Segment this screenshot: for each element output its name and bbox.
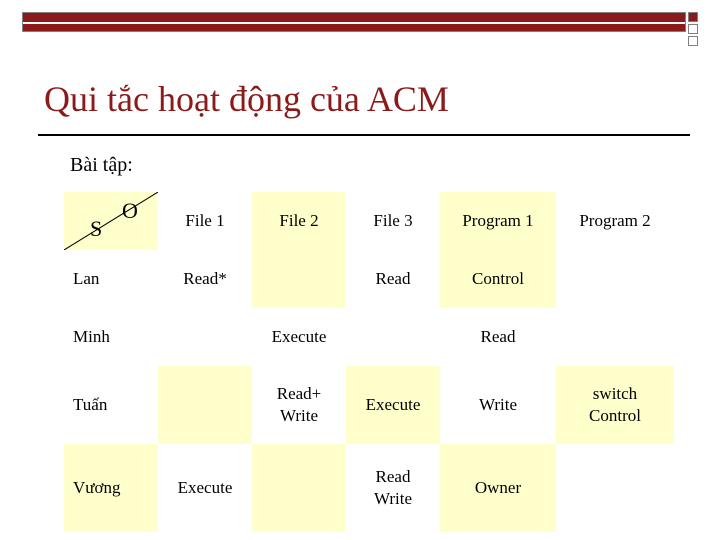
access-cell bbox=[252, 444, 346, 532]
access-cell: Read* bbox=[158, 250, 252, 308]
object-axis-label: O bbox=[122, 198, 138, 223]
access-cell: Owner bbox=[440, 444, 556, 532]
table-header-row bbox=[64, 192, 674, 250]
access-cell: Read bbox=[346, 250, 440, 308]
access-cell bbox=[346, 444, 440, 532]
access-cell: Execute bbox=[158, 444, 252, 532]
subject-axis-label: S bbox=[90, 216, 103, 241]
column-header: Program 1 bbox=[440, 192, 556, 250]
title-divider bbox=[38, 134, 690, 136]
access-line: Read+ bbox=[276, 384, 322, 403]
access-cell bbox=[252, 250, 346, 308]
access-cell: Control bbox=[440, 250, 556, 308]
column-header: Program 2 bbox=[556, 192, 674, 250]
access-cell: Write bbox=[440, 366, 556, 444]
access-cell bbox=[158, 366, 252, 444]
table-row bbox=[64, 250, 674, 308]
access-line: Write bbox=[279, 406, 319, 425]
access-line: Read bbox=[375, 467, 411, 486]
access-cell bbox=[346, 308, 440, 366]
access-cell bbox=[556, 444, 674, 532]
access-cell bbox=[158, 308, 252, 366]
subject-cell: Lan bbox=[64, 250, 158, 308]
access-cell: Execute bbox=[346, 366, 440, 444]
access-control-matrix bbox=[64, 192, 674, 532]
subject-cell: Minh bbox=[64, 308, 158, 366]
corner-decoration bbox=[688, 12, 706, 48]
table-row bbox=[64, 308, 674, 366]
exercise-label: Bài tập: bbox=[70, 154, 133, 176]
table-row bbox=[64, 444, 674, 532]
header-decoration-bar bbox=[22, 12, 686, 32]
subject-cell: Tuấn bbox=[64, 366, 158, 444]
access-line: Write bbox=[373, 489, 413, 508]
column-header: File 2 bbox=[252, 192, 346, 250]
access-cell bbox=[556, 366, 674, 444]
diagonal-line bbox=[64, 192, 158, 250]
access-cell bbox=[556, 308, 674, 366]
subject-cell: Vương bbox=[64, 444, 158, 532]
access-line: Control bbox=[589, 406, 641, 425]
access-cell: Execute bbox=[252, 308, 346, 366]
column-header: File 1 bbox=[158, 192, 252, 250]
access-line: switch bbox=[592, 384, 638, 403]
slide-title: Qui tắc hoạt động của ACM bbox=[44, 79, 449, 119]
access-cell: Read bbox=[440, 308, 556, 366]
access-cell bbox=[556, 250, 674, 308]
table-row bbox=[64, 366, 674, 444]
column-header: File 3 bbox=[346, 192, 440, 250]
access-cell bbox=[252, 366, 346, 444]
corner-cell bbox=[64, 192, 158, 250]
